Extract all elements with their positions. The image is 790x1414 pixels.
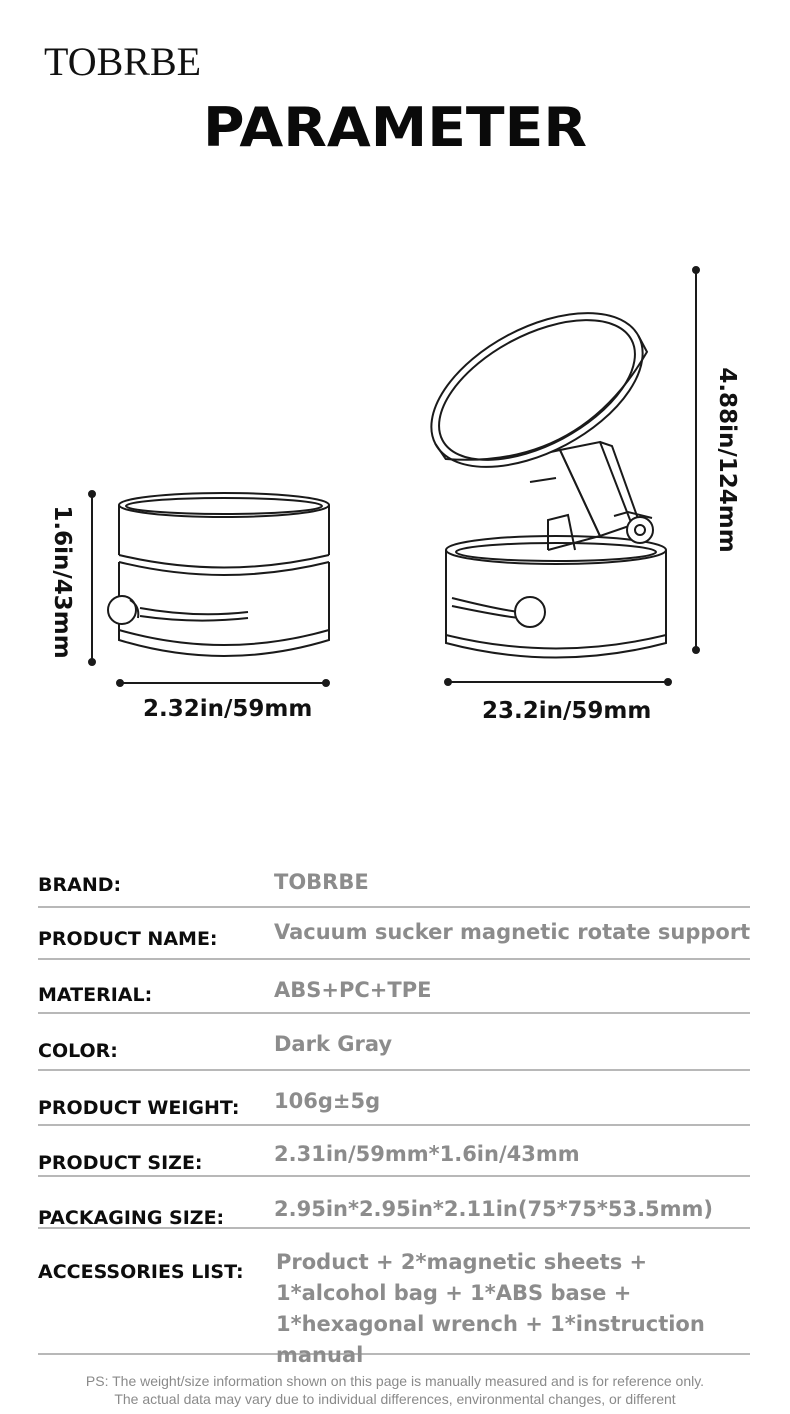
right-height-dimension: 4.88in/124mm — [714, 367, 740, 553]
spec-row-product-name — [38, 908, 750, 960]
spec-value: ABS+PC+TPE — [274, 978, 432, 1002]
left-height-dimension: 1.6in/43mm — [49, 505, 75, 659]
spec-value: 2.31in/59mm*1.6in/43mm — [274, 1142, 580, 1166]
spec-label: PRODUCT SIZE: — [38, 1152, 203, 1174]
folded-product-drawing — [108, 493, 329, 656]
spec-row-weight — [38, 1071, 750, 1126]
spec-value: Product + 2*magnetic sheets + 1*alcohol bag + 1*ABS base + 1*hexagonal wrench + 1*instruction manual — [276, 1250, 705, 1367]
spec-label: ACCESSORIES LIST: — [38, 1261, 244, 1283]
page-title: PARAMETER — [202, 96, 588, 159]
spec-value: Vacuum sucker magnetic rotate support — [274, 920, 751, 944]
spec-value: 2.95in*2.95in*2.11in(75*75*53.5mm) — [274, 1197, 714, 1221]
spec-label: PACKAGING SIZE: — [38, 1207, 225, 1229]
spec-label: PRODUCT NAME: — [38, 928, 218, 950]
footnote — [0, 1372, 790, 1408]
spec-row-color — [38, 1014, 750, 1071]
spec-value: TOBRBE — [274, 870, 369, 894]
brand-logo: TOBRBE — [44, 39, 202, 84]
spec-row-packaging-size — [38, 1177, 750, 1229]
spec-table — [38, 858, 751, 1367]
unfolded-product-drawing — [406, 281, 667, 657]
spec-row-product-size — [38, 1126, 750, 1177]
spec-row-material — [38, 960, 750, 1014]
spec-value: Dark Gray — [274, 1032, 393, 1056]
spec-value: 106g±5g — [274, 1089, 381, 1113]
spec-label: COLOR: — [38, 1040, 118, 1062]
footnote-line-1: PS: The weight/size information shown on this page is manually measured and is for reference only. — [85, 1373, 705, 1389]
spec-label: PRODUCT WEIGHT: — [38, 1097, 240, 1119]
left-width-dimension: 2.32in/59mm — [143, 696, 313, 722]
spec-row-accessories — [38, 1229, 750, 1367]
footnote-line-2: The actual data may vary due to individual differences, environmental changes, or different — [114, 1391, 676, 1407]
right-width-dimension: 23.2in/59mm — [482, 698, 652, 724]
spec-label: MATERIAL: — [38, 984, 153, 1006]
product-illustration — [0, 250, 790, 740]
spec-label: BRAND: — [38, 874, 122, 896]
spec-row-brand — [38, 858, 750, 908]
